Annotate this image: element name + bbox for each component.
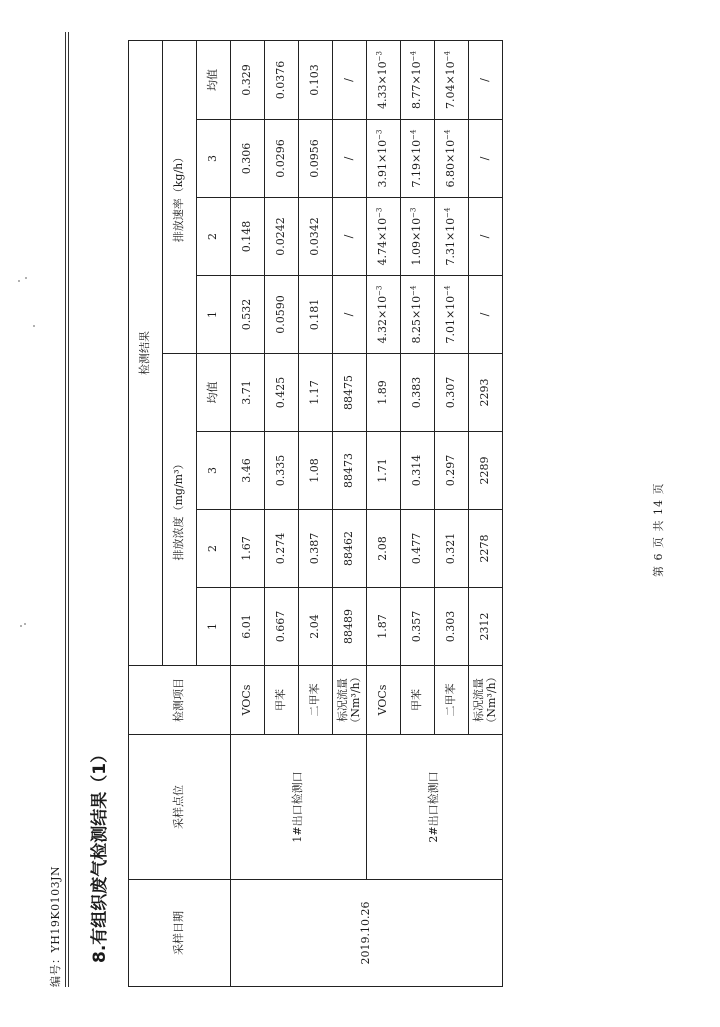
header-rate-3: 3	[197, 120, 231, 198]
concentration-value: 0.314	[401, 432, 435, 510]
rate-value: 0.103	[299, 41, 333, 120]
concentration-value: 1.08	[299, 432, 333, 510]
header-conc-avg: 均值	[197, 354, 231, 432]
test-item: VOCs	[231, 666, 265, 735]
rate-value: /	[333, 276, 367, 354]
concentration-value: 88473	[333, 432, 367, 510]
rate-value: 0.0242	[265, 198, 299, 276]
header-item: 检测项目	[129, 666, 231, 735]
header-concentration: 排放浓度（mg/m³）	[163, 354, 197, 666]
rate-value: $4.33\times 10^{-3}$	[367, 41, 401, 120]
concentration-value: 0.383	[401, 354, 435, 432]
concentration-value: 2312	[469, 588, 503, 666]
scan-speck	[25, 277, 27, 279]
header-rule	[68, 32, 69, 987]
test-item: 二甲苯	[299, 666, 333, 735]
test-item: 标况流量（Nm³/h）	[469, 666, 503, 735]
concentration-value: 0.357	[401, 588, 435, 666]
concentration-value: 0.335	[265, 432, 299, 510]
rate-value: 0.306	[231, 120, 265, 198]
rate-value: /	[469, 41, 503, 120]
concentration-value: 1.87	[367, 588, 401, 666]
header-rate-2: 2	[197, 198, 231, 276]
test-item: 甲苯	[401, 666, 435, 735]
section-title: 8.有组织废气检测结果（1）	[90, 745, 110, 963]
rate-value: $7.01\times 10^{-4}$	[435, 276, 469, 354]
results-table	[128, 40, 503, 987]
test-item: 标况流量（Nm³/h）	[333, 666, 367, 735]
header-rate-avg: 均值	[197, 41, 231, 120]
rate-value: $4.32\times 10^{-3}$	[367, 276, 401, 354]
rate-value: 0.181	[299, 276, 333, 354]
concentration-value: 2289	[469, 432, 503, 510]
rate-value: $7.04\times 10^{-4}$	[435, 41, 469, 120]
rate-value: /	[333, 120, 367, 198]
concentration-value: 0.307	[435, 354, 469, 432]
rate-value: $7.31\times 10^{-4}$	[435, 198, 469, 276]
concentration-value: 1.67	[231, 510, 265, 588]
concentration-value: 1.17	[299, 354, 333, 432]
concentration-value: 88489	[333, 588, 367, 666]
header-conc-2: 2	[197, 510, 231, 588]
concentration-value: 3.71	[231, 354, 265, 432]
rate-value: /	[333, 198, 367, 276]
concentration-value: 88462	[333, 510, 367, 588]
concentration-value: 1.71	[367, 432, 401, 510]
concentration-value: 0.667	[265, 588, 299, 666]
rate-value: 0.329	[231, 41, 265, 120]
rate-value: 0.0590	[265, 276, 299, 354]
header-conc-3: 3	[197, 432, 231, 510]
header-rule	[65, 32, 66, 987]
header-rate: 排放速率（kg/h）	[163, 41, 197, 354]
rate-value: $8.77\times 10^{-4}$	[401, 41, 435, 120]
concentration-value: 0.303	[435, 588, 469, 666]
concentration-value: 2.08	[367, 510, 401, 588]
document-code: 编号：YH19K0103JN	[49, 865, 62, 987]
rate-value: $3.91\times 10^{-3}$	[367, 120, 401, 198]
rate-value: $8.25\times 10^{-4}$	[401, 276, 435, 354]
concentration-value: 2.04	[299, 588, 333, 666]
header-rate-1: 1	[197, 276, 231, 354]
rate-value: 0.532	[231, 276, 265, 354]
concentration-value: 1.89	[367, 354, 401, 432]
concentration-value: 0.387	[299, 510, 333, 588]
scan-speck	[33, 325, 35, 327]
concentration-value: 6.01	[231, 588, 265, 666]
concentration-value: 88475	[333, 354, 367, 432]
concentration-value: 2278	[469, 510, 503, 588]
scan-speck	[24, 623, 26, 625]
sampling-point: 1#出口检测口	[231, 735, 367, 880]
rate-value: /	[469, 276, 503, 354]
rate-value: 0.0376	[265, 41, 299, 120]
rate-value: 0.0956	[299, 120, 333, 198]
rate-value: $4.74\times 10^{-3}$	[367, 198, 401, 276]
rate-value: 0.0342	[299, 198, 333, 276]
rate-value: $1.09\times 10^{-3}$	[401, 198, 435, 276]
concentration-value: 0.321	[435, 510, 469, 588]
test-item: VOCs	[367, 666, 401, 735]
concentration-value: 0.297	[435, 432, 469, 510]
table-row	[367, 41, 401, 987]
scan-speck	[18, 280, 20, 282]
page-number: 第 6 页 共 14 页	[652, 482, 665, 577]
rate-value: /	[469, 120, 503, 198]
rate-value: /	[333, 41, 367, 120]
test-item: 二甲苯	[435, 666, 469, 735]
rate-value: $7.19\times 10^{-4}$	[401, 120, 435, 198]
concentration-value: 0.425	[265, 354, 299, 432]
test-item: 甲苯	[265, 666, 299, 735]
header-conc-1: 1	[197, 588, 231, 666]
rate-value: $6.80\times 10^{-4}$	[435, 120, 469, 198]
concentration-value: 0.477	[401, 510, 435, 588]
concentration-value: 3.46	[231, 432, 265, 510]
header-result: 检测结果	[129, 41, 163, 666]
sampling-point: 2#出口检测口	[367, 735, 503, 880]
rate-value: 0.0296	[265, 120, 299, 198]
concentration-value: 2293	[469, 354, 503, 432]
header-point: 采样点位	[129, 735, 231, 880]
concentration-value: 0.274	[265, 510, 299, 588]
table-row	[231, 41, 265, 987]
header-date: 采样日期	[129, 880, 231, 987]
scan-speck	[20, 625, 22, 627]
rate-value: /	[469, 198, 503, 276]
rate-value: 0.148	[231, 198, 265, 276]
sampling-date: 2019.10.26	[231, 880, 503, 987]
